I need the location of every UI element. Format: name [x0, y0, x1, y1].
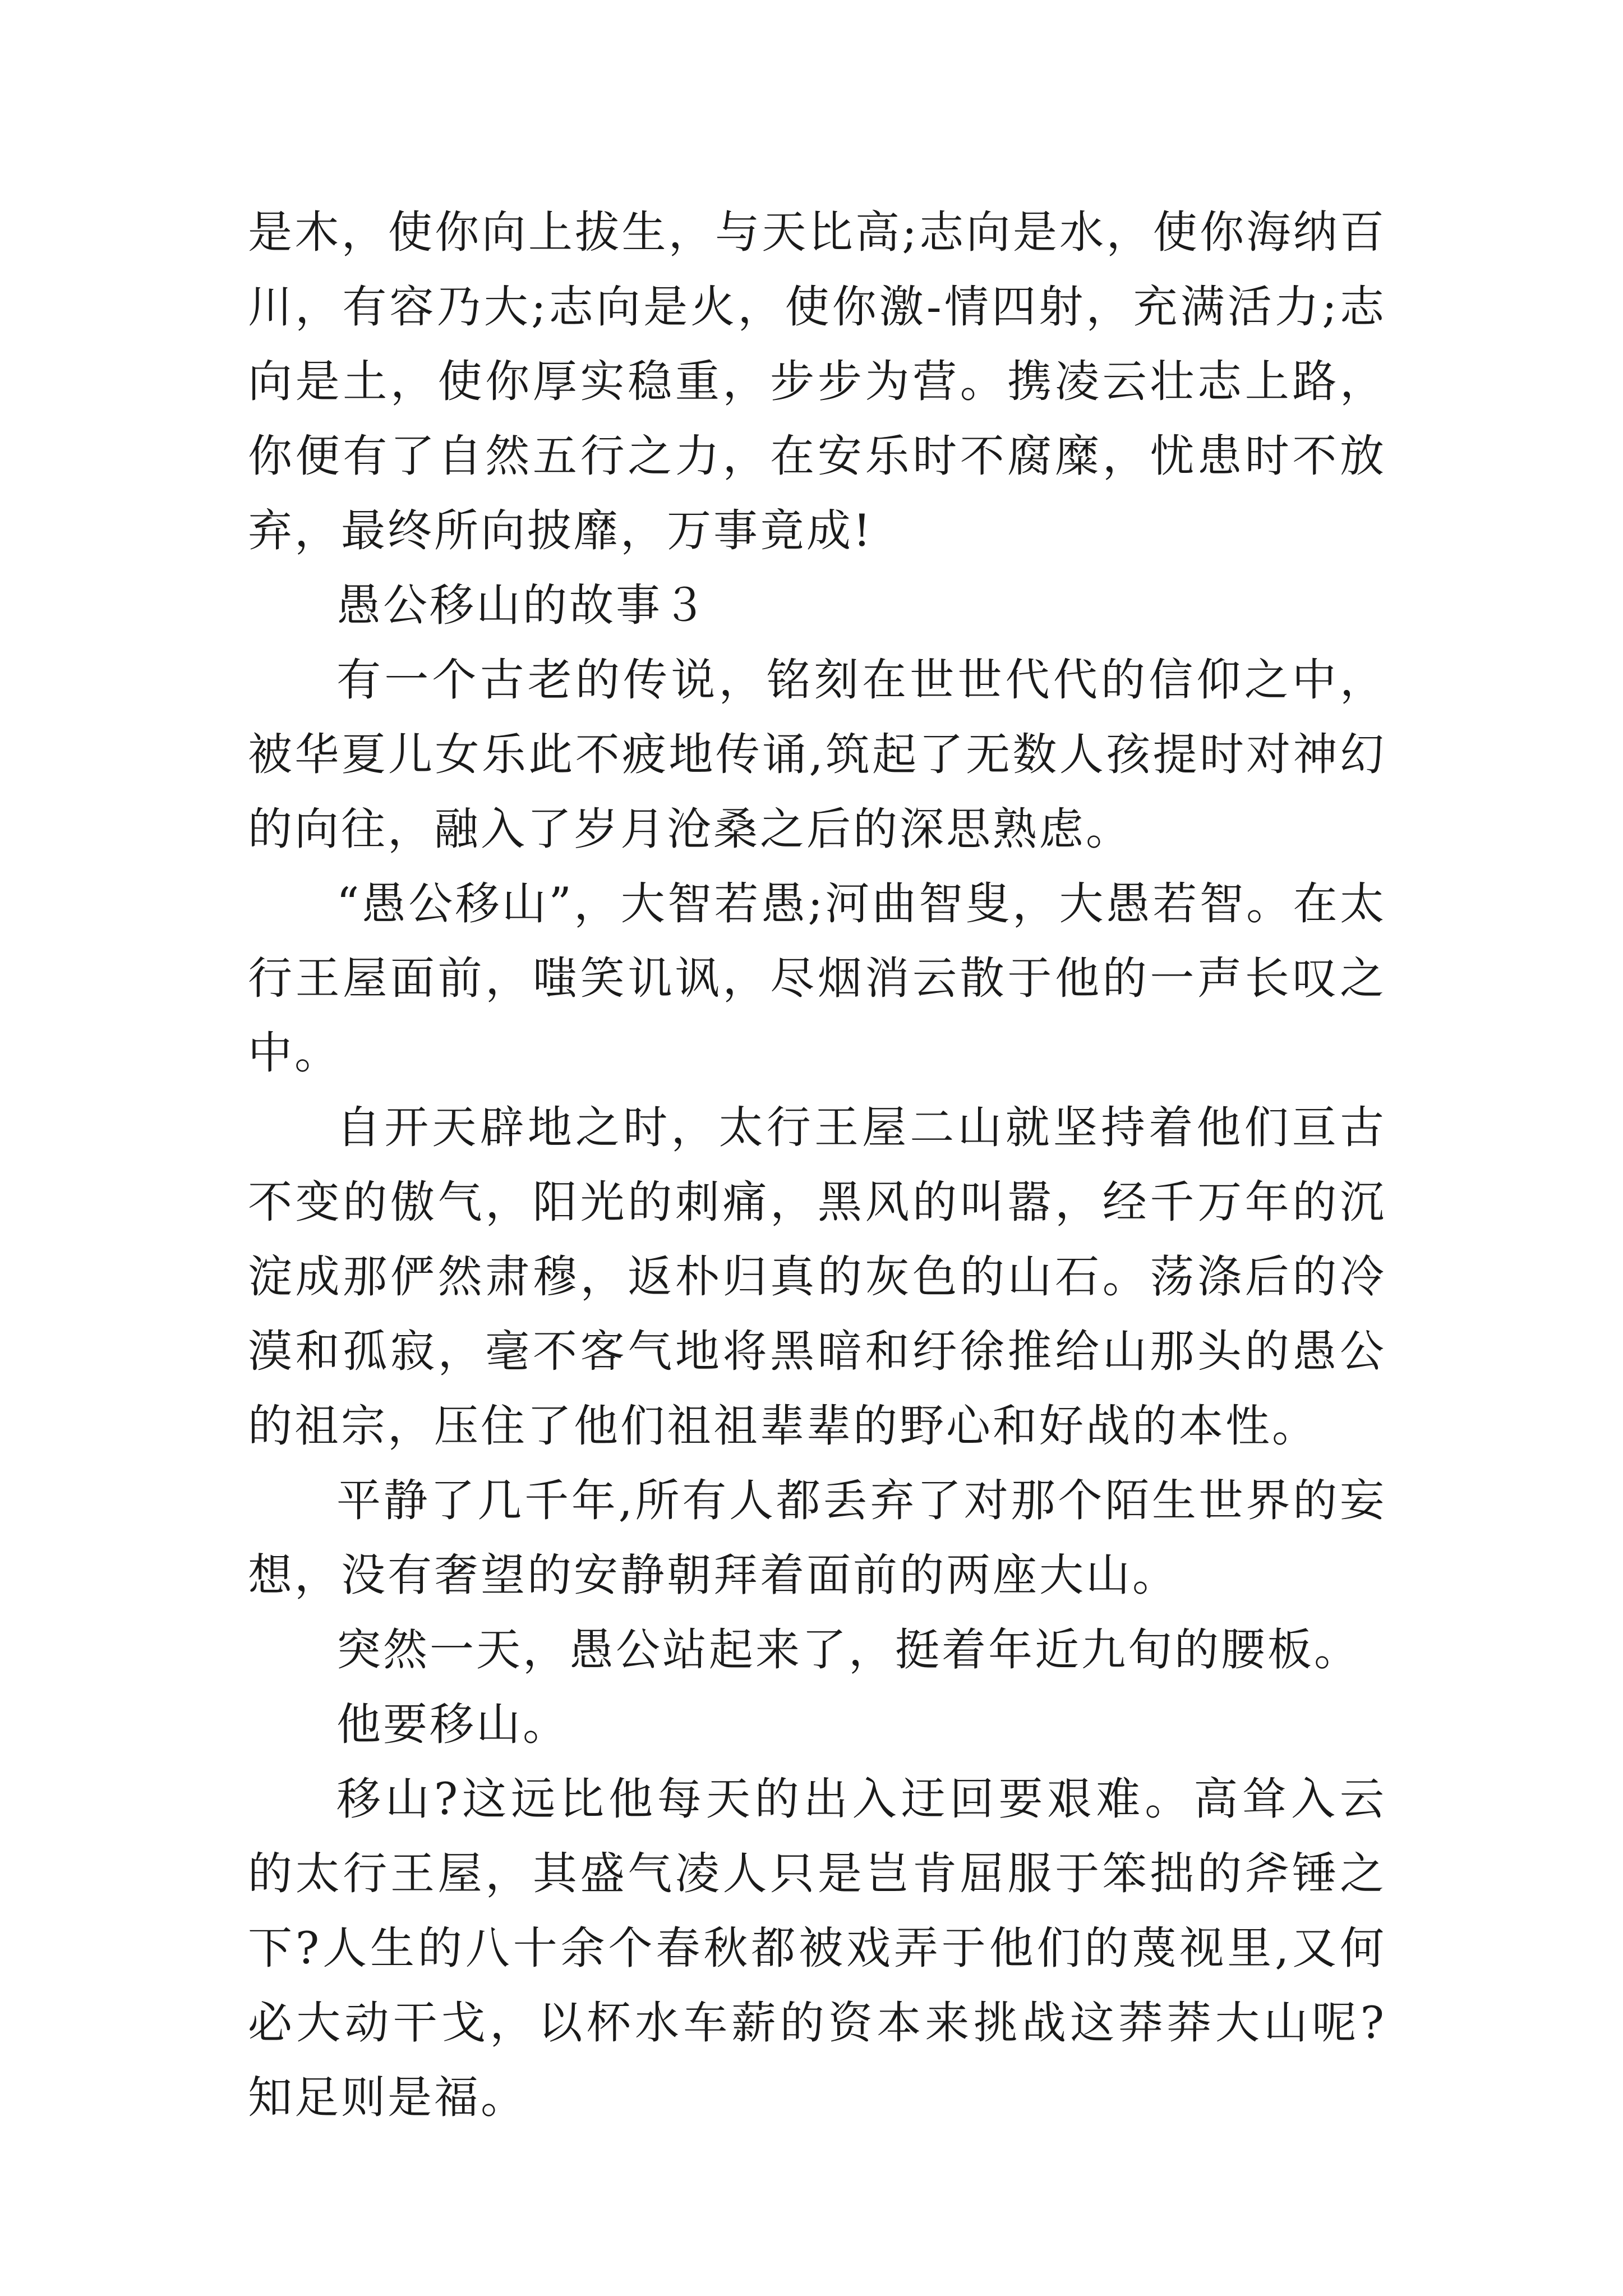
paragraph-move-mountain: 他要移山。 — [336, 1699, 569, 1750]
paragraph-difficulty: 移山?这远比他每天的出入迂回要艰难。高耸入云的太行王屋，其盛气凌人只是岂肯屈服于笨拙的斧锤之下?人生的八十余个春秋都被戏弄于他们的蔑视里,又何必大动干戈，以杯水车薪的资本来挑战这莽莽大山呢?知足则是福。 — [248, 1773, 1386, 2123]
paragraph-legend: 有一个古老的传说，铭刻在世世代代的信仰之中，被华夏儿女乐此不疲地传诵,筑起了无数人孩提时对神幻的向往，融入了岁月沧桑之后的深思熟虑。 — [248, 654, 1386, 855]
paragraph-yugong-vs-zhisou: “愚公移山”，大智若愚;河曲智叟，大愚若智。在太行王屋面前，嗤笑讥讽，尽烟消云散于他的一声长叹之中。 — [248, 878, 1386, 1079]
opening-paragraph: 是木，使你向上拔生，与天比高;志向是水，使你海纳百川，有容乃大;志向是火，使你激-情四射，充满活力;志向是土，使你厚实稳重，步步为营。携凌云壮志上路，你便有了自然五行之力，在安乐时不腐糜，忧患时不放弃，最终所向披靡，万事竟成! — [248, 206, 1386, 556]
document-body — [248, 195, 1386, 2135]
paragraph-thousands-of-years: 平静了几千年,所有人都丢弃了对那个陌生世界的妄想，没有奢望的安静朝拜着面前的两座大山。 — [248, 1475, 1386, 1601]
paragraph-mountains-history: 自开天辟地之时，太行王屋二山就坚持着他们亘古不变的傲气，阳光的刺痛，黑风的叫嚣，经千万年的沉淀成那俨然肃穆，返朴归真的灰色的山石。荡涤后的冷漠和孤寂，毫不客气地将黑暗和纡徐推给山那头的愚公的祖宗，压住了他们祖祖辈辈的野心和好战的本性。 — [248, 1102, 1386, 1452]
section-title: 愚公移山的故事３ — [336, 579, 709, 631]
paragraph-yugong-stands: 突然一天，愚公站起来了，挺着年近九旬的腰板。 — [336, 1624, 1361, 1676]
